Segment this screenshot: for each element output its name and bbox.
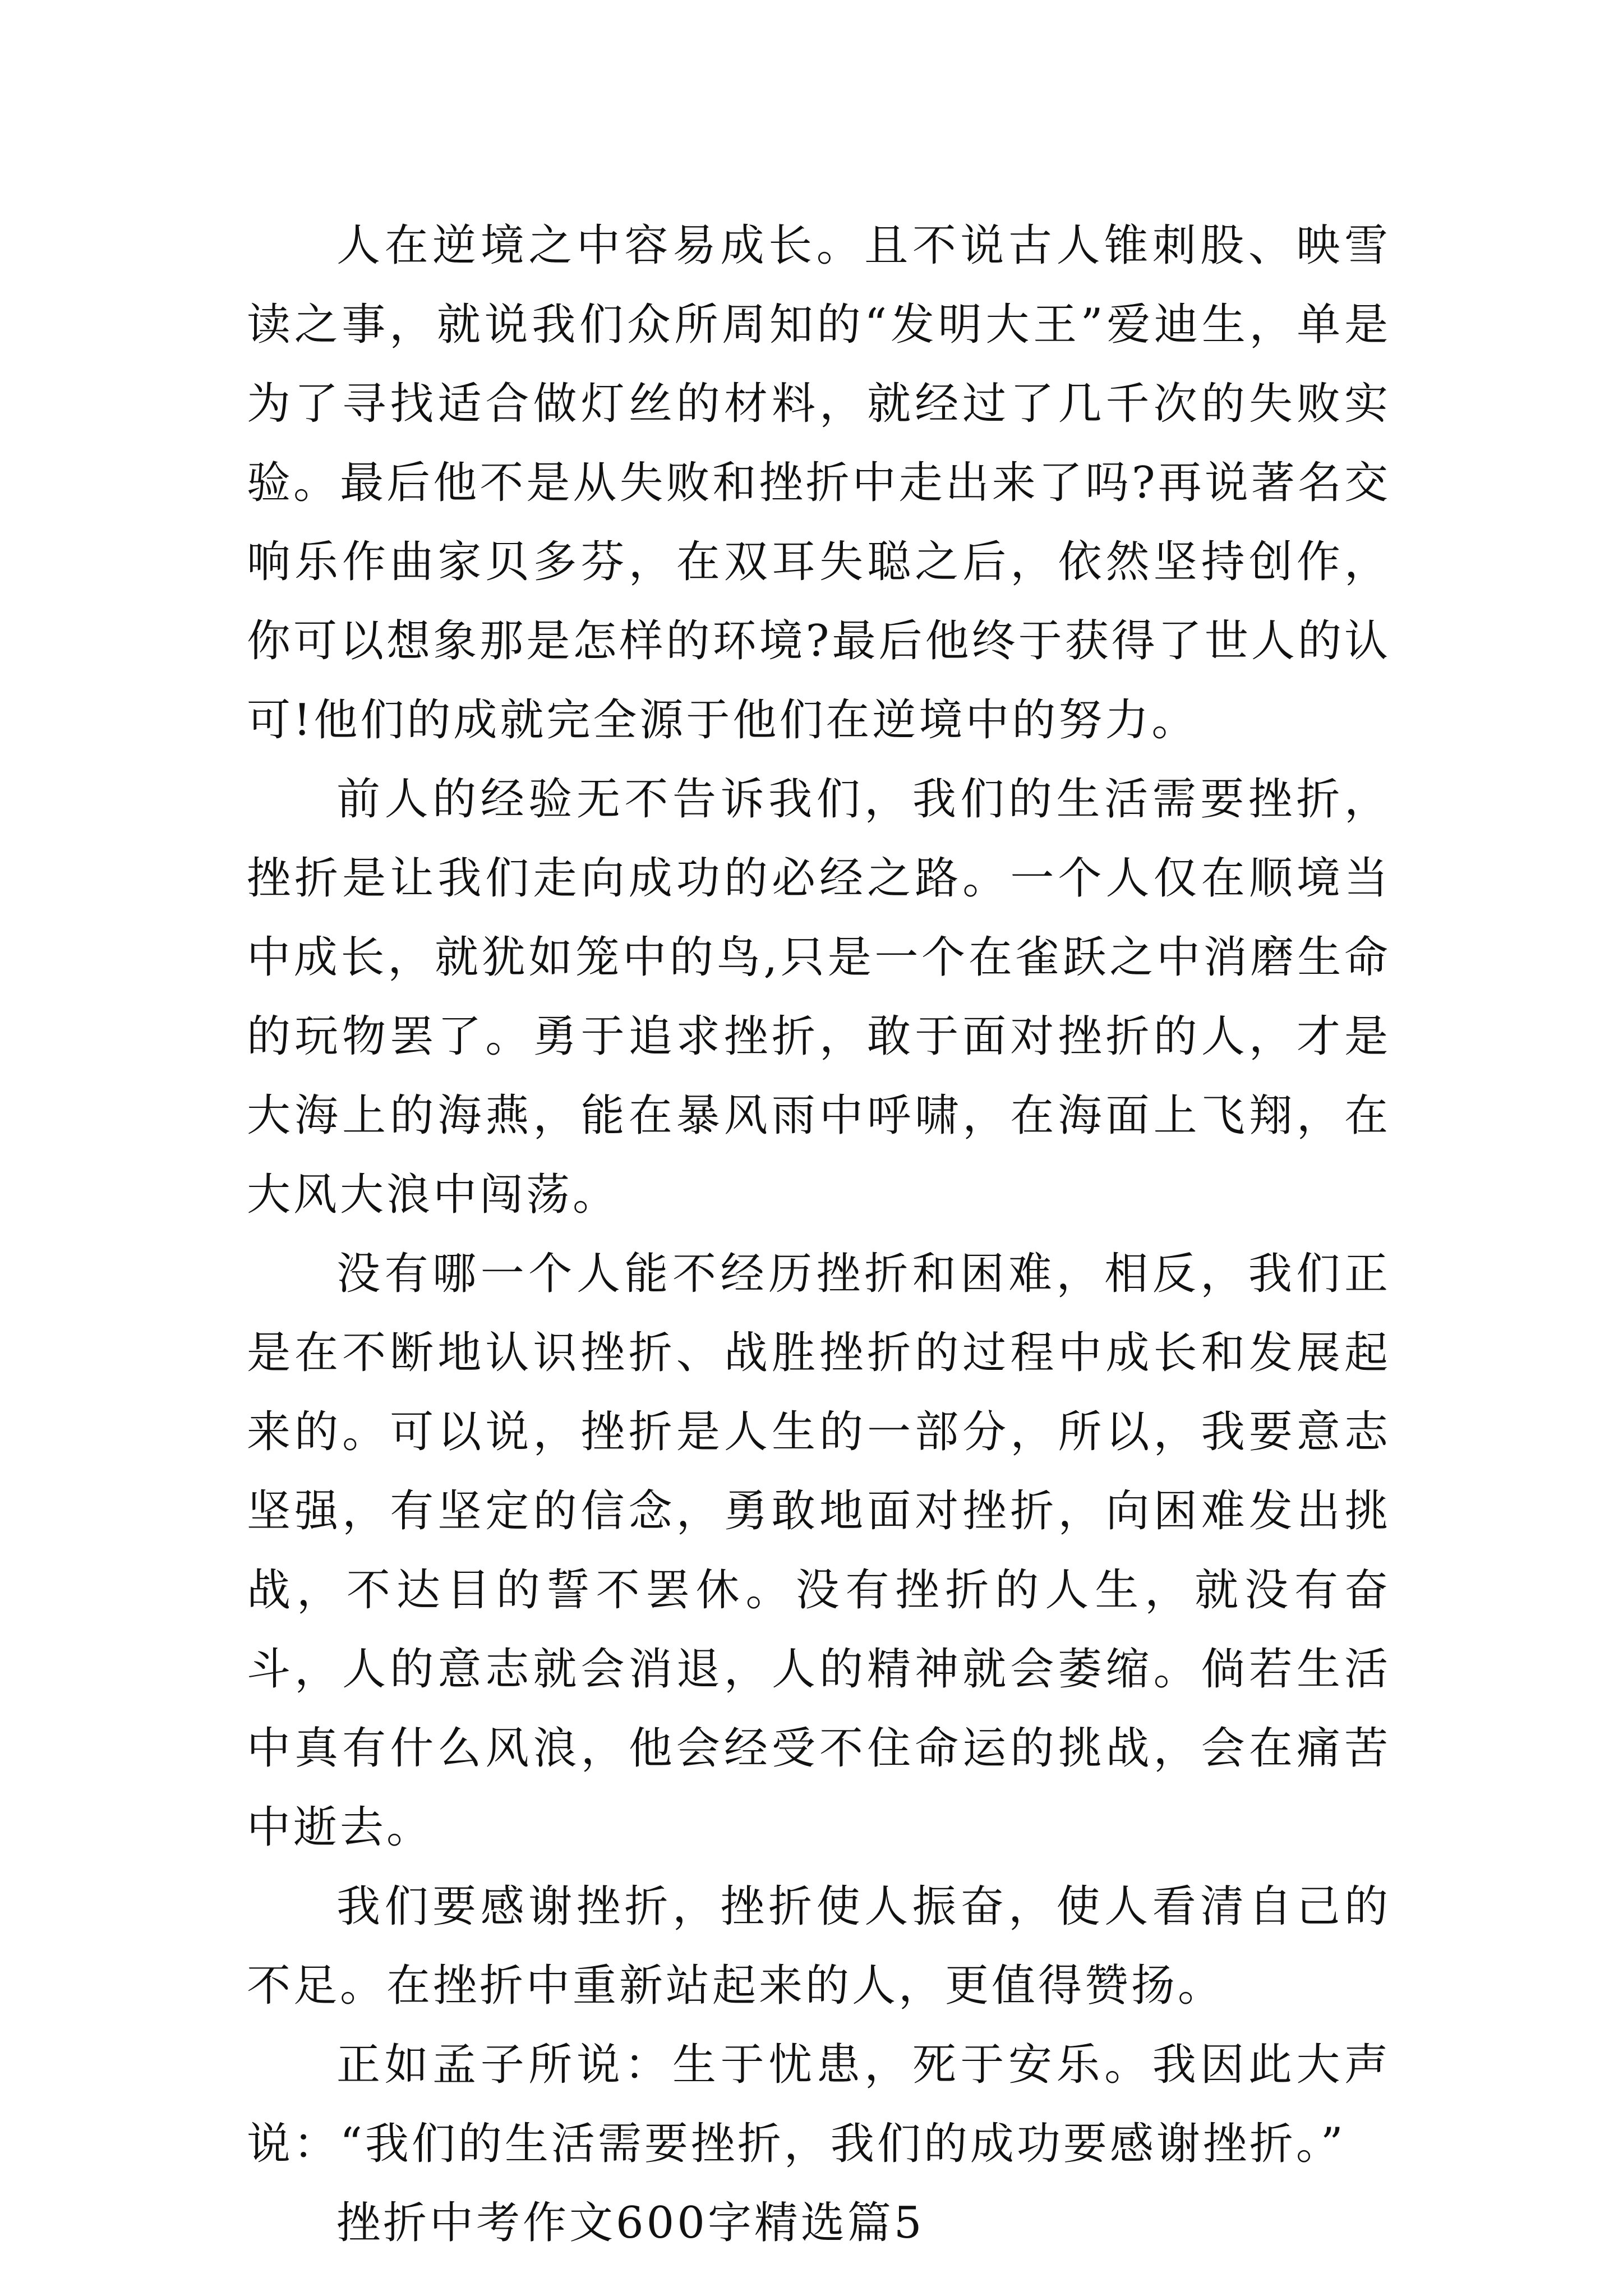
paragraph-need-setbacks: 前人的经验无不告诉我们，我们的生活需要挫折，挫折是让我们走向成功的必经之路。一个人仅在顺境当中成长，就犹如笼中的鸟,只是一个在雀跃之中消磨生命的玩物罢了。勇于追求挫折，敢于面对挫折的人，才是大海上的海燕，能在暴风雨中呼啸，在海面上飞翔，在大风大浪中闯荡。 <box>247 774 1391 1220</box>
document-body <box>247 206 1391 2263</box>
section-heading: 挫折中考作文600字精选篇5 <box>336 2198 925 2248</box>
paragraph-mencius-quote: 正如孟子所说：生于忧患，死于安乐。我因此大声说：“我们的生活需要挫折，我们的成功要感谢挫折。” <box>247 2040 1391 2169</box>
paragraph-thank-setbacks: 我们要感谢挫折，挫折使人振奋，使人看清自己的不足。在挫折中重新站起来的人，更值得赞扬。 <box>247 1881 1391 2011</box>
paragraph-adversity-growth: 人在逆境之中容易成长。且不说古人锥刺股、映雪读之事，就说我们众所周知的“发明大王”爱迪生，单是为了寻找适合做灯丝的材料，就经过了几千次的失败实验。最后他不是从失败和挫折中走出来了吗?再说著名交响乐作曲家贝多芬，在双耳失聪之后，依然坚持创作，你可以想象那是怎样的环境?最后他终于获得了世人的认可!他们的成就完全源于他们在逆境中的努力。 <box>247 220 1391 746</box>
paragraph-overcome-setbacks: 没有哪一个人能不经历挫折和困难，相反，我们正是在不断地认识挫折、战胜挫折的过程中成长和发展起来的。可以说，挫折是人生的一部分，所以，我要意志坚强，有坚定的信念，勇敢地面对挫折，向困难发出挑战，不达目的誓不罢休。没有挫折的人生，就没有奋斗，人的意志就会消退，人的精神就会萎缩。倘若生活中真有什么风浪，他会经受不住命运的挑战，会在痛苦中逝去。 <box>247 1249 1391 1853</box>
